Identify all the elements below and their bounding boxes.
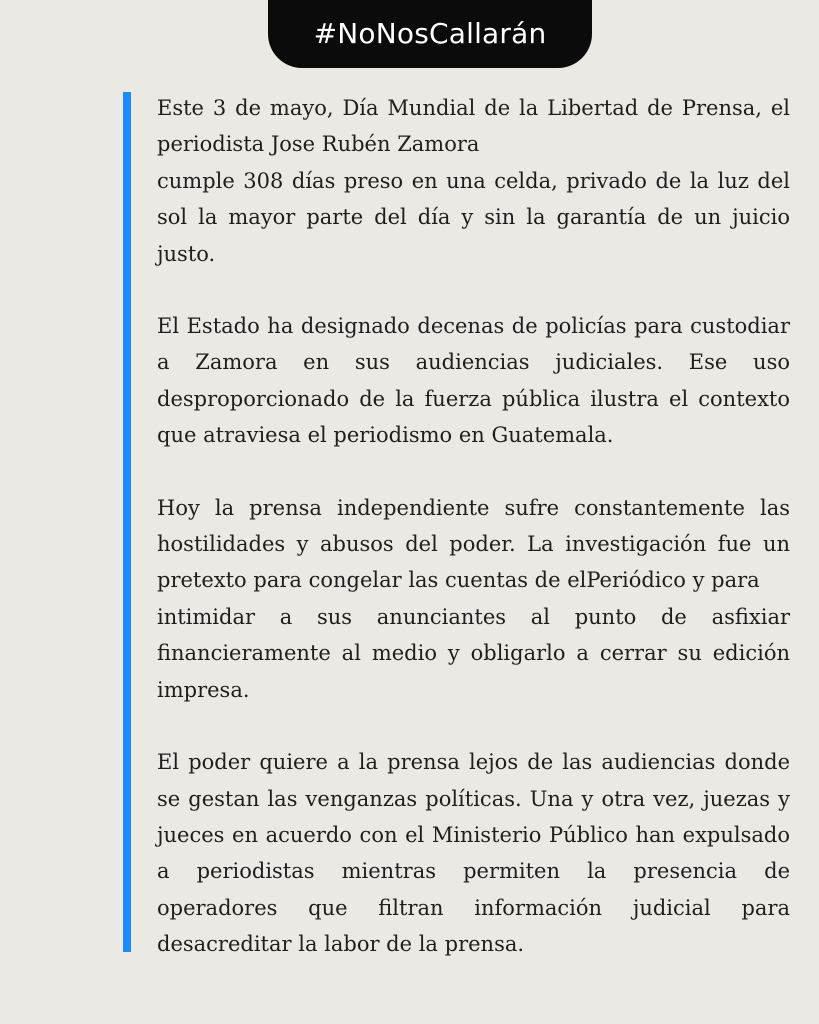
text-line: se gestan las venganzas políticas. Una y otra vez, juezas y (157, 786, 790, 811)
text-line: a Zamora en sus audiencias judiciales. Ese uso (157, 350, 790, 375)
text-line: que atraviesa el periodismo en Guatemala. (157, 423, 614, 448)
hashtag-banner (268, 0, 592, 68)
text-line: Este 3 de mayo, Día Mundial de la Libertad de Prensa, el (157, 96, 790, 120)
text-line: sol la mayor parte del día y sin la garantía de un juicio (157, 205, 790, 230)
text-line: jueces en acuerdo con el Ministerio Público han expulsado (157, 822, 790, 847)
text-line: El poder quiere a la prensa lejos de las audiencias donde (157, 750, 790, 775)
hashtag-text: #NoNosCallarán (313, 17, 547, 50)
paragraph-3 (157, 490, 790, 708)
article-body (157, 90, 790, 999)
paragraph-2 (157, 308, 790, 454)
paragraph-4 (157, 744, 790, 962)
text-line: pretexto para congelar las cuentas de elPeriódico y para (157, 568, 760, 593)
text-line: intimidar a sus anunciantes al punto de asfixiar (157, 604, 790, 629)
text-line: justo. (157, 241, 216, 266)
accent-bar (123, 92, 131, 952)
text-line: a periodistas mientras permiten la presencia de (157, 859, 790, 884)
text-line: impresa. (157, 677, 250, 702)
text-line: operadores que filtran información judicial para (157, 895, 790, 920)
text-line: financieramente al medio y obligarlo a cerrar su edición (157, 641, 790, 666)
text-line: El Estado ha designado decenas de policías para custodiar (157, 314, 790, 339)
text-line: cumple 308 días preso en una celda, privado de la luz del (157, 168, 790, 193)
paragraph-1 (157, 90, 790, 272)
text-line: Hoy la prensa independiente sufre constantemente las (157, 495, 790, 520)
text-line: periodista Jose Rubén Zamora (157, 132, 480, 157)
text-line: desacreditar la labor de la prensa. (157, 932, 525, 957)
text-line: desproporcionado de la fuerza pública ilustra el contexto (157, 386, 790, 411)
text-line: hostilidades y abusos del poder. La investigación fue un (157, 532, 790, 557)
